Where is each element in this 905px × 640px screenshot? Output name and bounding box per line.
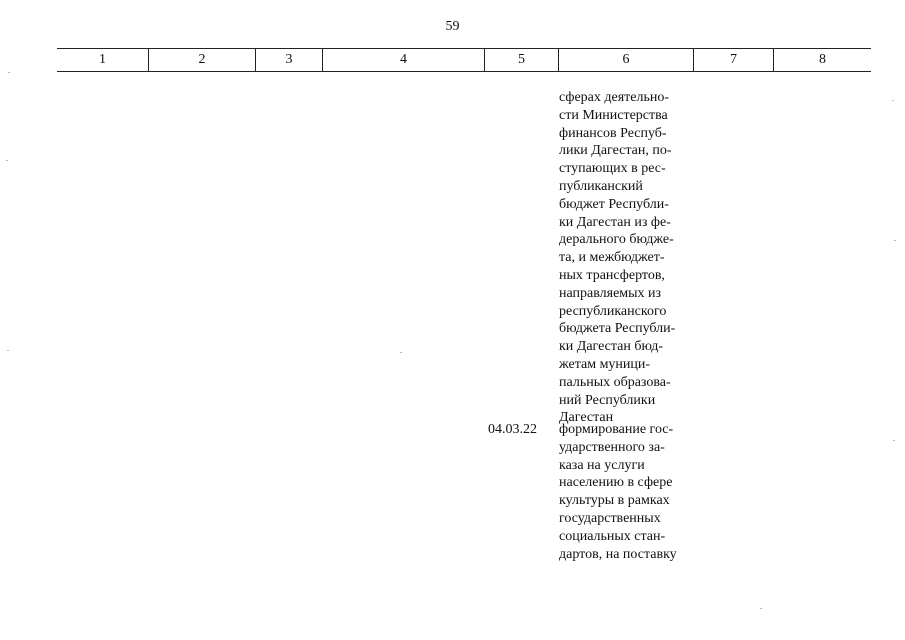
- scan-artifact: [892, 100, 894, 101]
- scan-artifact: [400, 352, 402, 353]
- scan-artifact: [7, 350, 9, 351]
- scan-artifact: [760, 608, 762, 609]
- table-cell-description: формирование гос- ударственного за- каза на услуги населению в сфере культуры в рамках государственных социальных стан- дартов, на поставку: [559, 422, 677, 562]
- scan-artifact: [894, 240, 896, 241]
- scan-artifact: [8, 72, 10, 73]
- table-header-row: [57, 48, 871, 72]
- table-cell-description: сферах деятельно- сти Министерства финансов Респуб- лики Дагестан, по- ступающих в рес- публиканский бюджет Республи- ки Дагестан из фе- дерального бюдже- та, и межбюджет- ных трансфертов, направляемых из республиканского бюджета Республи- ки Дагестан бюд- жетам муници- пальных образова- ний Республики Дагестан: [559, 90, 676, 426]
- column-header-8: 8: [819, 52, 826, 67]
- column-header-2: 2: [149, 49, 256, 71]
- column-header-7: 7: [694, 49, 774, 71]
- table-cell-code: 04.03.22: [488, 422, 537, 437]
- page-number: 59: [445, 19, 460, 34]
- column-header-6: 6: [559, 49, 694, 71]
- column-header-4: 4: [323, 49, 485, 71]
- column-header-3: 3: [256, 49, 323, 71]
- column-header-5: 5: [485, 49, 559, 71]
- column-header-1: 1: [57, 49, 149, 71]
- scan-artifact: [6, 160, 8, 161]
- scan-artifact: [893, 440, 895, 441]
